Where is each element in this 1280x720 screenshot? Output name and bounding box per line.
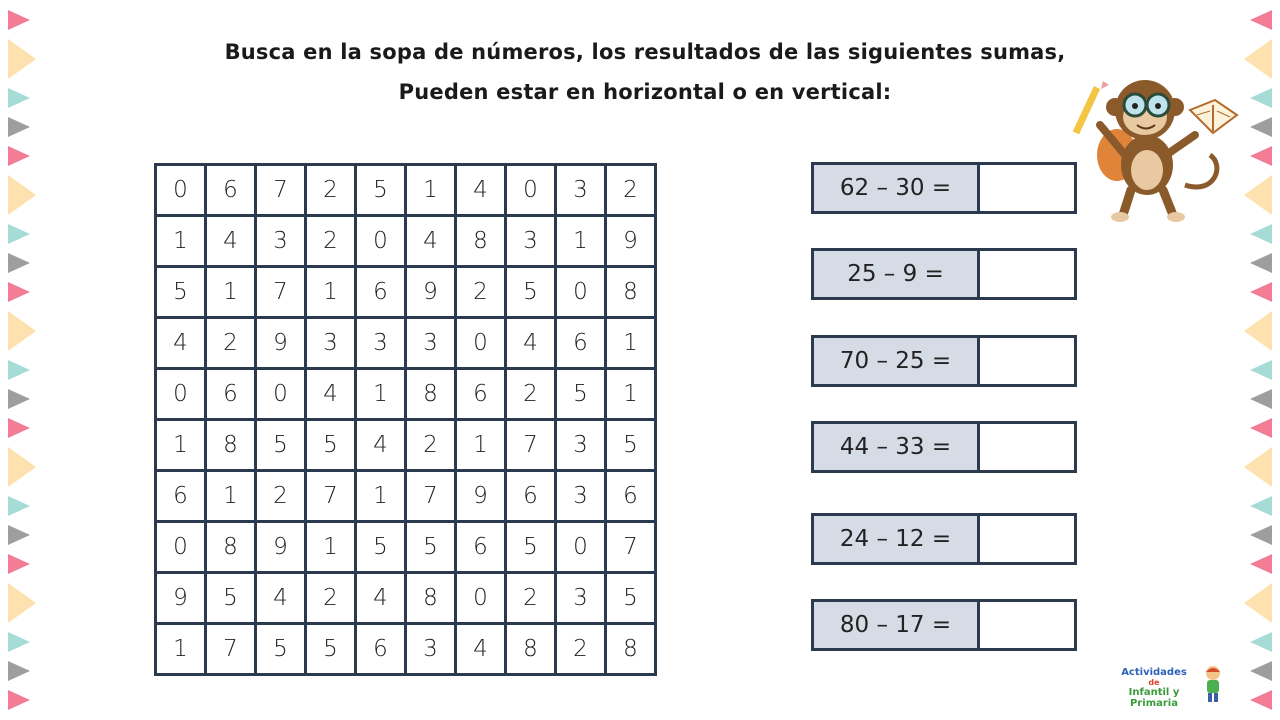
border-triangle <box>8 496 30 516</box>
grid-cell[interactable]: 0 <box>357 217 404 265</box>
border-triangle <box>8 311 36 351</box>
grid-cell[interactable]: 0 <box>257 370 304 418</box>
grid-cell[interactable]: 0 <box>457 574 504 622</box>
grid-cell[interactable]: 5 <box>507 268 554 316</box>
grid-cell[interactable]: 8 <box>207 421 254 469</box>
border-triangle <box>1244 583 1272 623</box>
grid-cell[interactable]: 2 <box>207 319 254 367</box>
grid-cell[interactable]: 7 <box>207 625 254 673</box>
answer-box[interactable] <box>980 602 1074 648</box>
grid-cell[interactable]: 3 <box>407 319 454 367</box>
grid-cell[interactable]: 2 <box>407 421 454 469</box>
border-triangle <box>8 418 30 438</box>
grid-cell[interactable]: 6 <box>507 472 554 520</box>
grid-cell[interactable]: 8 <box>407 370 454 418</box>
logo-line-2: de <box>1148 678 1160 687</box>
grid-cell[interactable]: 2 <box>307 166 354 214</box>
grid-cell[interactable]: 1 <box>157 421 204 469</box>
logo-line-3: Infantil y Primaria <box>1128 687 1180 709</box>
logo-kid-icon <box>1200 664 1226 704</box>
answer-box[interactable] <box>980 338 1074 384</box>
instructions-line-2: Pueden estar en horizontal o en vertical: <box>398 80 892 104</box>
border-triangle <box>8 661 30 681</box>
grid-cell[interactable]: 6 <box>157 472 204 520</box>
operation-label: 62 – 30 = <box>814 165 980 211</box>
grid-cell[interactable]: 7 <box>607 523 654 571</box>
monkey-illustration <box>1065 65 1240 225</box>
grid-cell[interactable]: 1 <box>457 421 504 469</box>
border-triangle <box>1250 146 1272 166</box>
grid-cell[interactable]: 3 <box>357 319 404 367</box>
border-triangle <box>8 10 30 30</box>
grid-cell[interactable]: 4 <box>357 574 404 622</box>
grid-cell[interactable]: 9 <box>257 523 304 571</box>
grid-cell[interactable]: 1 <box>357 370 404 418</box>
grid-cell[interactable]: 9 <box>257 319 304 367</box>
border-triangle <box>1250 360 1272 380</box>
grid-cell[interactable]: 4 <box>357 421 404 469</box>
grid-cell[interactable]: 2 <box>307 217 354 265</box>
border-triangle <box>1244 311 1272 351</box>
grid-cell[interactable]: 5 <box>557 370 604 418</box>
border-triangle <box>1250 224 1272 244</box>
grid-cell[interactable]: 5 <box>157 268 204 316</box>
number-search-grid <box>154 163 657 676</box>
grid-cell[interactable]: 0 <box>157 523 204 571</box>
operation-row <box>811 599 1077 651</box>
grid-cell[interactable]: 9 <box>157 574 204 622</box>
border-triangle <box>8 360 30 380</box>
operation-row <box>811 421 1077 473</box>
grid-cell[interactable]: 3 <box>307 319 354 367</box>
grid-cell[interactable]: 8 <box>407 574 454 622</box>
grid-cell[interactable]: 6 <box>557 319 604 367</box>
border-triangle <box>1250 661 1272 681</box>
grid-cell[interactable]: 7 <box>257 268 304 316</box>
border-triangle <box>1244 175 1272 215</box>
grid-cell[interactable]: 1 <box>357 472 404 520</box>
grid-cell[interactable]: 5 <box>357 166 404 214</box>
operation-row <box>811 248 1077 300</box>
border-triangle <box>1250 389 1272 409</box>
border-triangle <box>8 690 30 710</box>
border-triangle <box>1250 554 1272 574</box>
operation-row <box>811 162 1077 214</box>
grid-cell[interactable]: 5 <box>607 421 654 469</box>
border-triangle <box>8 583 36 623</box>
grid-cell[interactable]: 8 <box>607 625 654 673</box>
grid-cell[interactable]: 3 <box>557 421 604 469</box>
grid-cell[interactable]: 3 <box>407 625 454 673</box>
grid-cell[interactable]: 6 <box>207 166 254 214</box>
grid-cell[interactable]: 8 <box>607 268 654 316</box>
grid-cell[interactable]: 1 <box>557 217 604 265</box>
answer-box[interactable] <box>980 251 1074 297</box>
operation-row <box>811 513 1077 565</box>
grid-cell[interactable]: 6 <box>357 268 404 316</box>
grid-cell[interactable]: 2 <box>557 625 604 673</box>
grid-cell[interactable]: 1 <box>607 370 654 418</box>
site-logo <box>1108 664 1228 709</box>
logo-line-1: Actividades <box>1121 667 1187 678</box>
grid-cell[interactable]: 6 <box>457 523 504 571</box>
grid-cell[interactable]: 5 <box>507 523 554 571</box>
grid-cell[interactable]: 7 <box>507 421 554 469</box>
grid-cell[interactable]: 4 <box>157 319 204 367</box>
grid-cell[interactable]: 1 <box>207 268 254 316</box>
grid-cell[interactable]: 2 <box>457 268 504 316</box>
border-triangle <box>8 447 36 487</box>
grid-cell[interactable]: 6 <box>207 370 254 418</box>
grid-cell[interactable]: 1 <box>157 625 204 673</box>
answer-box[interactable] <box>980 165 1074 211</box>
grid-cell[interactable]: 5 <box>257 421 304 469</box>
grid-cell[interactable]: 0 <box>157 370 204 418</box>
grid-cell[interactable]: 6 <box>357 625 404 673</box>
grid-cell[interactable]: 2 <box>507 370 554 418</box>
grid-cell[interactable]: 0 <box>557 268 604 316</box>
right-triangle-border <box>1240 0 1280 720</box>
border-triangle <box>1250 496 1272 516</box>
left-triangle-border <box>0 0 40 720</box>
grid-cell[interactable]: 3 <box>557 166 604 214</box>
grid-cell[interactable]: 4 <box>457 625 504 673</box>
grid-cell[interactable]: 9 <box>457 472 504 520</box>
grid-cell[interactable]: 7 <box>407 472 454 520</box>
grid-cell[interactable]: 5 <box>207 574 254 622</box>
grid-cell[interactable]: 1 <box>607 319 654 367</box>
grid-cell[interactable]: 2 <box>257 472 304 520</box>
border-triangle <box>8 282 30 302</box>
grid-cell[interactable]: 1 <box>407 166 454 214</box>
border-triangle <box>1250 117 1272 137</box>
grid-cell[interactable]: 1 <box>307 523 354 571</box>
grid-cell[interactable]: 8 <box>507 625 554 673</box>
grid-cell[interactable]: 0 <box>457 319 504 367</box>
grid-cell[interactable]: 5 <box>357 523 404 571</box>
grid-cell[interactable]: 3 <box>557 472 604 520</box>
instructions-line-1: Busca en la sopa de números, los resultados de las siguientes sumas, <box>224 40 1066 64</box>
grid-cell[interactable]: 3 <box>557 574 604 622</box>
grid-cell[interactable]: 1 <box>207 472 254 520</box>
border-triangle <box>8 224 30 244</box>
answer-box[interactable] <box>980 424 1074 470</box>
grid-cell[interactable]: 5 <box>257 625 304 673</box>
grid-cell[interactable]: 1 <box>307 268 354 316</box>
grid-cell[interactable]: 0 <box>557 523 604 571</box>
grid-cell[interactable]: 5 <box>607 574 654 622</box>
grid-cell[interactable]: 4 <box>407 217 454 265</box>
grid-cell[interactable]: 4 <box>507 319 554 367</box>
operation-row <box>811 335 1077 387</box>
border-triangle <box>1250 253 1272 273</box>
grid-cell[interactable]: 3 <box>257 217 304 265</box>
grid-cell[interactable]: 6 <box>607 472 654 520</box>
grid-cell[interactable]: 0 <box>507 166 554 214</box>
grid-cell[interactable]: 8 <box>207 523 254 571</box>
border-triangle <box>8 554 30 574</box>
border-triangle <box>1250 10 1272 30</box>
operation-label: 24 – 12 = <box>814 516 980 562</box>
grid-cell[interactable]: 8 <box>457 217 504 265</box>
grid-cell[interactable]: 5 <box>307 625 354 673</box>
grid-cell[interactable]: 7 <box>257 166 304 214</box>
border-triangle <box>8 117 30 137</box>
grid-cell[interactable]: 7 <box>307 472 354 520</box>
grid-cell[interactable]: 2 <box>607 166 654 214</box>
border-triangle <box>1250 525 1272 545</box>
grid-cell[interactable]: 6 <box>457 370 504 418</box>
border-triangle <box>1244 447 1272 487</box>
operation-label: 44 – 33 = <box>814 424 980 470</box>
grid-cell[interactable]: 5 <box>407 523 454 571</box>
border-triangle <box>1250 690 1272 710</box>
operation-label: 25 – 9 = <box>814 251 980 297</box>
grid-cell[interactable]: 3 <box>507 217 554 265</box>
border-triangle <box>8 389 30 409</box>
grid-cell[interactable]: 1 <box>157 217 204 265</box>
grid-cell[interactable]: 0 <box>157 166 204 214</box>
grid-cell[interactable]: 4 <box>457 166 504 214</box>
grid-cell[interactable]: 5 <box>307 421 354 469</box>
border-triangle <box>8 146 30 166</box>
grid-cell[interactable]: 2 <box>307 574 354 622</box>
grid-cell[interactable]: 4 <box>307 370 354 418</box>
grid-cell[interactable]: 2 <box>507 574 554 622</box>
operation-label: 80 – 17 = <box>814 602 980 648</box>
grid-cell[interactable]: 9 <box>607 217 654 265</box>
answer-box[interactable] <box>980 516 1074 562</box>
grid-cell[interactable]: 9 <box>407 268 454 316</box>
border-triangle <box>1250 282 1272 302</box>
border-triangle <box>1250 632 1272 652</box>
grid-cell[interactable]: 4 <box>257 574 304 622</box>
border-triangle <box>8 632 30 652</box>
operation-label: 70 – 25 = <box>814 338 980 384</box>
border-triangle <box>8 175 36 215</box>
border-triangle <box>1250 418 1272 438</box>
border-triangle <box>8 253 30 273</box>
border-triangle <box>8 525 30 545</box>
grid-cell[interactable]: 4 <box>207 217 254 265</box>
